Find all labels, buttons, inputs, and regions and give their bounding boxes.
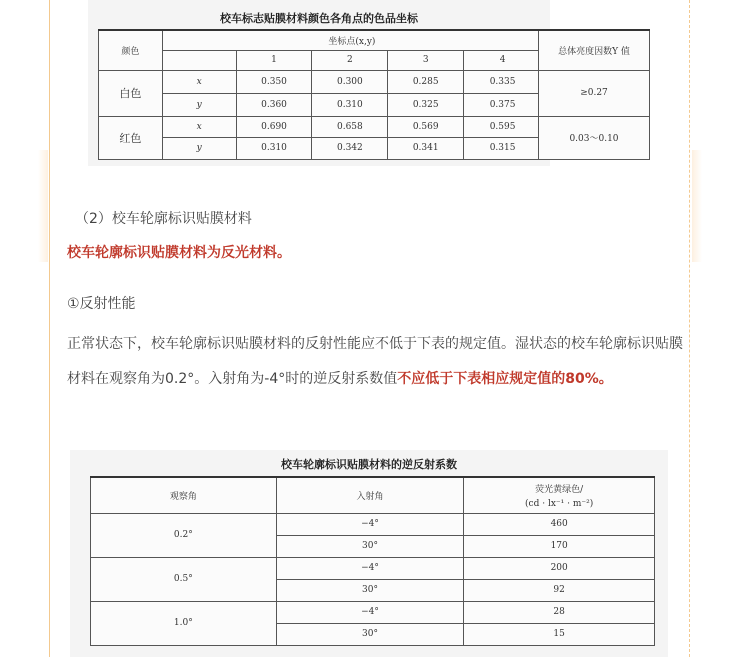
header-value-line2: (cd · lx⁻¹ · m⁻²) xyxy=(525,498,594,509)
coefficient-value: 15 xyxy=(464,623,655,645)
right-fade xyxy=(692,150,702,262)
row-red-x-label: x xyxy=(162,116,236,137)
header-point-3: 3 xyxy=(388,50,464,70)
inc-angle: 30° xyxy=(276,579,464,601)
white-y-1: 0.360 xyxy=(236,93,312,116)
white-y-4: 0.375 xyxy=(464,93,542,116)
red-x-4: 0.595 xyxy=(464,116,542,137)
header-observation-angle: 观察角 xyxy=(91,477,277,513)
header-color: 颜色 xyxy=(99,30,163,70)
inc-angle: 30° xyxy=(276,623,464,645)
row-white-x-label: x xyxy=(162,70,236,93)
coefficient-value: 92 xyxy=(464,579,655,601)
header-value xyxy=(464,477,655,513)
row-white-label: 白色 xyxy=(99,70,163,116)
coefficient-value: 460 xyxy=(464,513,655,535)
red-x-3: 0.569 xyxy=(388,116,464,137)
red-y-4: 0.315 xyxy=(464,137,542,159)
left-fade xyxy=(38,150,48,262)
lead-sentence: 校车轮廓标识贴膜材料为反光材料。 xyxy=(67,245,291,261)
header-point-4: 4 xyxy=(464,50,542,70)
inc-angle: 30° xyxy=(276,535,464,557)
white-luminance: ≥0.27 xyxy=(539,70,650,116)
table2-figure xyxy=(70,450,668,657)
red-y-3: 0.341 xyxy=(388,137,464,159)
white-x-1: 0.350 xyxy=(236,70,312,93)
row-red-label: 红色 xyxy=(99,116,163,159)
white-x-4: 0.335 xyxy=(464,70,542,93)
header-luminance: 总体亮度因数Y 值 xyxy=(539,30,650,70)
paragraph-highlight: 不应低于下表相应规定值的80%。 xyxy=(397,371,613,387)
inc-angle: −4° xyxy=(276,513,464,535)
header-point-1: 1 xyxy=(236,50,312,70)
table1-title: 校车标志贴膜材料颜色各角点的色品坐标 xyxy=(220,12,418,25)
luminance-table xyxy=(538,29,650,160)
header-value-line1: 荧光黄绿色/ xyxy=(535,484,584,495)
row-red-y-label: y xyxy=(162,137,236,159)
header-blank xyxy=(162,50,236,70)
coefficient-value: 200 xyxy=(464,557,655,579)
obs-angle-1: 0.5° xyxy=(91,557,277,601)
header-incidence-angle: 入射角 xyxy=(276,477,464,513)
retroreflection-table xyxy=(90,476,655,646)
red-luminance: 0.03～0.10 xyxy=(539,116,650,159)
chromaticity-table xyxy=(98,29,542,160)
white-x-3: 0.285 xyxy=(388,70,464,93)
table2-title: 校车轮廓标识贴膜材料的逆反射系数 xyxy=(281,458,457,471)
inc-angle: −4° xyxy=(276,601,464,623)
section-title: （2）校车轮廓标识贴膜材料 xyxy=(75,211,252,227)
red-y-2: 0.342 xyxy=(312,137,388,159)
right-border-line xyxy=(689,0,690,657)
table1-figure xyxy=(88,0,550,166)
white-y-3: 0.325 xyxy=(388,93,464,116)
header-coord: 坐标点(x,y) xyxy=(162,30,541,50)
white-x-2: 0.300 xyxy=(312,70,388,93)
sub-heading: ①反射性能 xyxy=(67,296,136,312)
inc-angle: −4° xyxy=(276,557,464,579)
obs-angle-2: 1.0° xyxy=(91,601,277,645)
paragraph xyxy=(67,327,687,397)
row-white-y-label: y xyxy=(162,93,236,116)
obs-angle-0: 0.2° xyxy=(91,513,277,557)
paragraph-normal: 正常状态下，校车轮廓标识贴膜材料的反射性能应不低于下表的规定值。湿状态的校车轮廓标识贴膜材料在观察角为0.2°。入射角为-4°时的逆反射系数值 xyxy=(67,336,683,387)
coefficient-value: 28 xyxy=(464,601,655,623)
coefficient-value: 170 xyxy=(464,535,655,557)
left-border-line xyxy=(49,0,50,657)
header-point-2: 2 xyxy=(312,50,388,70)
red-x-2: 0.658 xyxy=(312,116,388,137)
red-y-1: 0.310 xyxy=(236,137,312,159)
white-y-2: 0.310 xyxy=(312,93,388,116)
red-x-1: 0.690 xyxy=(236,116,312,137)
